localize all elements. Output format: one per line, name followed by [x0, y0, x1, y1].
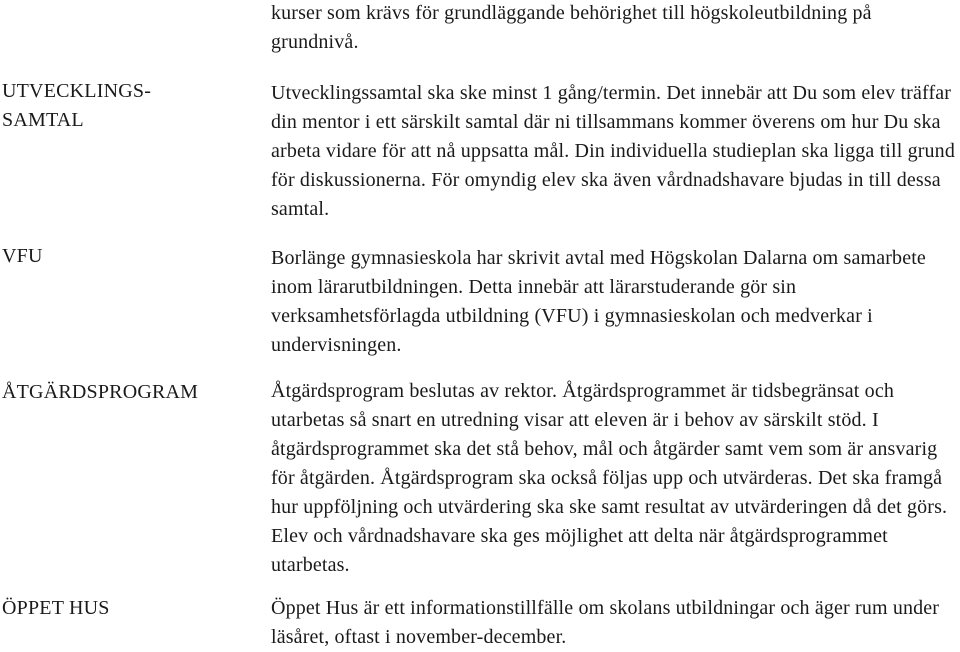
paragraph-oppet-hus: Öppet Hus är ett informationstillfälle om skolans utbildningar och äger rum under läsåret, oftast i november-december.: [271, 597, 940, 648]
heading-atgardsprogram: ÅTGÄRDSPROGRAM: [2, 381, 199, 403]
paragraph-utvecklingssamtal: Utvecklingssamtal ska ske minst 1 gång/termin. Det innebär att Du som elev träffar din mentor i ett särskilt samtal där ni tillsammans kommer överens om hur Du ska arbeta vidare för att nå uppsatta mål. Din individuella studieplan ska ligga till grund för diskussionerna. För omyndig elev ska även vårdnadshavare bjudas in till dessa samtal.: [271, 82, 955, 220]
paragraph-vfu: Borlänge gymnasieskola har skrivit avtal med Högskolan Dalarna om samarbete inom lärarutbildningen. Detta innebär att lärarstuderande gör sin verksamhetsförlagda utbildning (VFU) i gymnasieskolan och medverkar i undervisningen.: [271, 247, 926, 356]
intro-paragraph: kurser som krävs för grundläggande behörighet till högskoleutbildning på grundnivå.: [271, 2, 872, 53]
heading-utvecklingssamtal: UTVECKLINGS-SAMTAL: [2, 80, 152, 131]
paragraph-atgardsprogram: Åtgärdsprogram beslutas av rektor. Åtgärdsprogrammet är tidsbegränsat och utarbetas så snart en utredning visar att eleven är i behov av särskilt stöd. I åtgärdsprogrammet ska det stå behov, mål och åtgärder samt vem som är ansvarig för åtgärden. Åtgärdsprogram ska också följas upp och utvärderas. Det ska framgå hur uppföljning och utvärdering ska ske samt resultat av utvärderingen då det görs. Elev och vårdnadshavare ska ges möjlighet att delta när åtgärdsprogrammet utarbetas.: [271, 380, 948, 576]
heading-vfu: VFU: [2, 245, 43, 267]
heading-oppet-hus: ÖPPET HUS: [2, 597, 110, 619]
